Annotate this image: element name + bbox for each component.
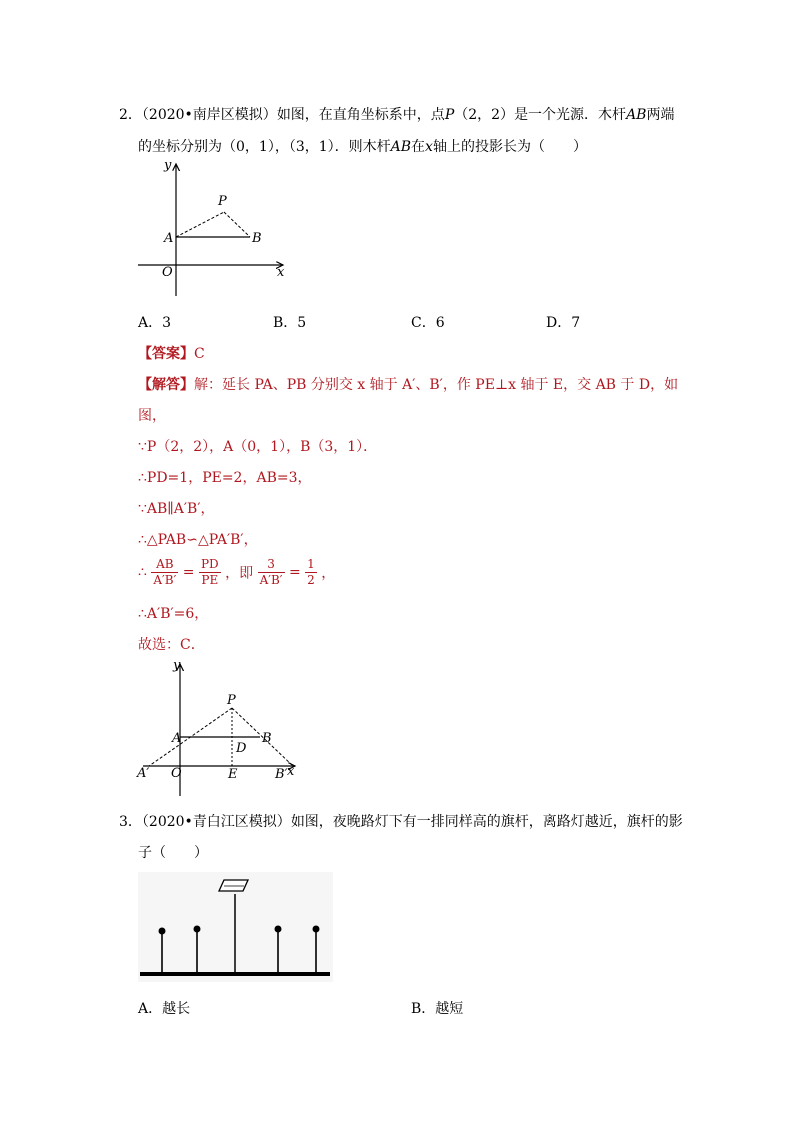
label-p: P <box>218 194 227 209</box>
q3-text-a: 如图，夜晚路灯下有一排同样高的旗杆，离路灯越近，旗杆的影 <box>290 814 683 830</box>
label-p-2: P <box>227 693 236 708</box>
frac2-num: PD <box>200 557 219 571</box>
q2-point-p: P <box>444 107 455 123</box>
q2-option-c: C．6 <box>411 315 445 331</box>
q2-ab-2: AB <box>390 139 412 155</box>
q2-solution-line4: ∵AB∥A′B′， <box>138 501 215 517</box>
segment-pb <box>224 212 250 237</box>
q2-figure-1 <box>130 155 300 300</box>
frac4-den: 2 <box>307 573 315 587</box>
q2-option-a: A．3 <box>138 315 172 331</box>
q3-line2: 子（ ） <box>138 845 208 861</box>
label-y-2: y <box>173 658 181 673</box>
q2-solution-line3: ∴PD=1，PE=2，AB=3， <box>138 470 312 486</box>
comma: ， <box>321 565 336 582</box>
q3-figure <box>138 872 333 982</box>
fraction-ab-over-a2b2 <box>151 557 178 588</box>
label-a: A <box>164 231 174 246</box>
q3-line1 <box>119 811 683 831</box>
namely-text: ，即 <box>225 565 254 582</box>
q2-solution-line2: ∵P（2，2），A（0，1），B（3，1）． <box>138 439 378 455</box>
label-x: x <box>277 265 285 280</box>
label-d: D <box>236 741 247 756</box>
label-y: y <box>164 158 172 173</box>
fraction-1-over-2 <box>305 557 317 588</box>
frac1-num: AB <box>151 557 178 573</box>
q3-option-b: B．越短 <box>411 1001 464 1017</box>
answer-tag: 【答案】 <box>138 346 194 362</box>
label-o: O <box>162 265 173 280</box>
label-a-2: A <box>172 731 182 746</box>
frac3-num: 3 <box>258 557 285 573</box>
solution-text-1: 解：延长 PA、PB 分别交 x 轴于 A′、B′，作 PE⊥x 轴于 E，交 AB 于 D，如 <box>194 377 679 393</box>
q2-solution-line1 <box>138 374 678 394</box>
therefore-symbol: ∴ <box>138 564 147 581</box>
q2-line1 <box>119 104 674 124</box>
label-b-prime: B′ <box>275 767 288 782</box>
q2-figure-2 <box>135 655 305 800</box>
q2-solution-line8: 故选：C． <box>138 637 205 653</box>
lamp-head-icon <box>219 880 248 891</box>
q2-number: 2． <box>119 107 142 123</box>
q2-text-d: 的坐标分别为（0，1），（3，1）．则木杆 <box>138 139 391 155</box>
label-e: E <box>228 767 238 782</box>
q2-answer-line <box>138 343 205 363</box>
fraction-3-over-a2b2 <box>258 557 285 588</box>
q2-option-b: B．5 <box>273 315 307 331</box>
label-x-2: x <box>287 764 295 779</box>
frac2-den: PE <box>201 573 219 587</box>
q2-line2 <box>138 136 587 156</box>
q2-point-p-coords: （2，2） <box>454 107 515 123</box>
equals-1: = <box>182 564 195 581</box>
q2-x: x <box>425 139 433 155</box>
fraction-pd-over-pe <box>199 557 221 588</box>
q3-option-a: A．越长 <box>138 1001 191 1017</box>
q2-text-a: 如图，在直角坐标系中，点 <box>276 107 445 123</box>
q2-text-b: 是一个光源．木杆 <box>514 107 627 123</box>
frac1-den: A′B′ <box>153 573 177 587</box>
frac4-num: 1 <box>307 557 315 571</box>
q2-text-f: 轴上的投影长为（ ） <box>432 139 587 155</box>
label-o-2: O <box>171 766 182 781</box>
q2-ab: AB <box>626 107 647 123</box>
q2-solution-line7: ∴A′B′=6， <box>138 606 209 622</box>
ground-line <box>140 972 330 976</box>
answer-value: C <box>194 346 205 362</box>
q2-solution-line5: ∴△PAB∽△PA′B′， <box>138 532 258 548</box>
q3-source: （2020•青白江区模拟） <box>141 814 291 830</box>
label-a-prime: A′ <box>137 766 150 781</box>
q2-source: （2020•南岸区模拟） <box>141 107 277 123</box>
q2-option-d: D．7 <box>546 315 581 331</box>
q2-solution-line1b: 图， <box>138 408 166 424</box>
q2-solution-line6 <box>138 557 335 588</box>
q2-text-e: 在 <box>411 139 426 155</box>
solution-tag: 【解答】 <box>138 377 194 393</box>
label-b-2: B <box>262 731 272 746</box>
equals-2: = <box>288 564 301 581</box>
segment-pa <box>176 212 224 237</box>
q3-number: 3． <box>119 814 142 830</box>
label-b: B <box>252 231 262 246</box>
q2-text-c: 两端 <box>646 107 675 123</box>
frac3-den: A′B′ <box>259 573 283 587</box>
